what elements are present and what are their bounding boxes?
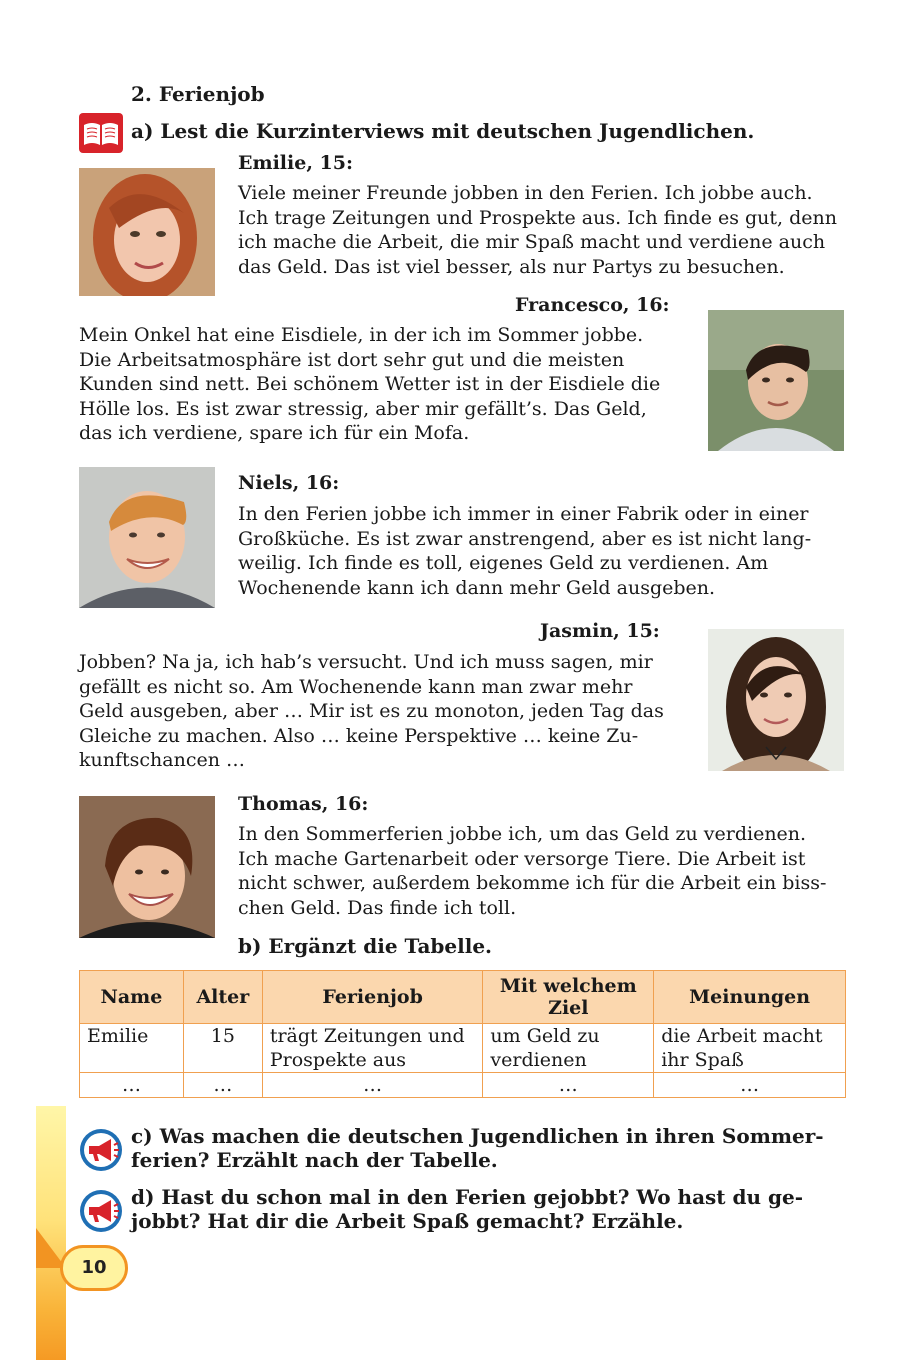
thomas-photo [79, 796, 215, 938]
table-cell: … [80, 1073, 184, 1098]
interview-text: Jobben? Na ja, ich hab’s versucht. Und ich muss sagen, mir gefällt es nicht so. Am Wochenende kann man zwar mehr Geld ausgeben, aber … Mir ist es zu monoton, jeden Tag das Gleiche zu machen. Also … keine Perspektive … keine Zu- kunftschancen … [79, 651, 664, 771]
table-cell: … [262, 1073, 483, 1098]
table-cell: … [183, 1073, 262, 1098]
header-cell: Ferienjob [262, 971, 483, 1024]
francesco-photo [708, 310, 844, 451]
results-table [79, 970, 846, 1098]
table-cell: Emilie [80, 1024, 184, 1073]
table-cell: … [654, 1073, 846, 1098]
interview-text: Mein Onkel hat eine Eisdiele, in der ich im Sommer jobbe. Die Arbeitsatmosphäre ist dort sehr gut und die meisten Kunden sind nett. Bei schönem Wetter ist in der Eisdiele die Hölle los. Es ist zwar stressig, aber mir gefällt’s. Das Geld, das ich verdiene, spare ich für ein Mofa. [79, 324, 661, 444]
niels-photo [79, 467, 215, 608]
jasmin-photo [708, 629, 844, 771]
interview-name: Emilie, 15: [238, 152, 354, 174]
megaphone-icon [79, 1189, 123, 1233]
section-title: 2. Ferienjob [131, 82, 265, 106]
table-cell: um Geld zu verdienen [483, 1024, 654, 1073]
interview-name: Jasmin, 15: [540, 620, 660, 642]
interview-name: Francesco, 16: [515, 294, 670, 316]
task-a: a) Lest die Kurzinterviews mit deutschen Jugendlichen. [131, 119, 755, 143]
task-d: d) Hast du schon mal in den Ferien gejobbt? Wo hast du ge- jobbt? Hat dir die Arbeit Spaß gemacht? Erzähle. [131, 1185, 803, 1233]
page-number: 10 [60, 1245, 128, 1291]
interview-text: Viele meiner Freunde jobben in den Ferien. Ich jobbe auch. Ich trage Zeitungen und Prospekte aus. Ich finde es gut, denn ich mache die Arbeit, die mir Spaß macht und verdiene auch das Geld. Das ist viel besser, als nur Partys zu besuchen. [238, 182, 838, 278]
interview-text: In den Sommerferien jobbe ich, um das Geld zu verdienen. Ich mache Gartenarbeit oder versorge Tiere. Die Arbeit ist nicht schwer, außerdem bekomme ich für die Arbeit ein biss- chen Geld. Das finde ich toll. [238, 823, 827, 919]
header-cell: Mit welchem Ziel [483, 971, 654, 1024]
header-cell: Meinungen [654, 971, 846, 1024]
task-c: c) Was machen die deutschen Jugendlichen in ihren Sommer- ferien? Erzählt nach der Tabelle. [131, 1124, 824, 1172]
header-cell: Name [80, 971, 184, 1024]
task-b: b) Ergänzt die Tabelle. [238, 934, 493, 958]
interview-name: Niels, 16: [238, 472, 340, 494]
table-cell: die Arbeit macht ihr Spaß [654, 1024, 846, 1073]
megaphone-icon [79, 1128, 123, 1172]
table-row [80, 1073, 846, 1098]
table-cell: … [483, 1073, 654, 1098]
book-icon [79, 113, 123, 153]
emilie-photo [79, 168, 215, 296]
table-cell: 15 [183, 1024, 262, 1073]
header-cell: Alter [183, 971, 262, 1024]
table-cell: trägt Zeitungen und Prospekte aus [262, 1024, 483, 1073]
interview-text: In den Ferien jobbe ich immer in einer Fabrik oder in einer Großküche. Es ist zwar anstrengend, aber es ist nicht lang- weilig. Ich finde es toll, eigenes Geld zu verdienen. Am Wochenende kann ich dann mehr Geld ausgeben. [238, 503, 812, 599]
interview-name: Thomas, 16: [238, 793, 369, 815]
table-header-row [80, 971, 846, 1024]
table-row [80, 1024, 846, 1073]
